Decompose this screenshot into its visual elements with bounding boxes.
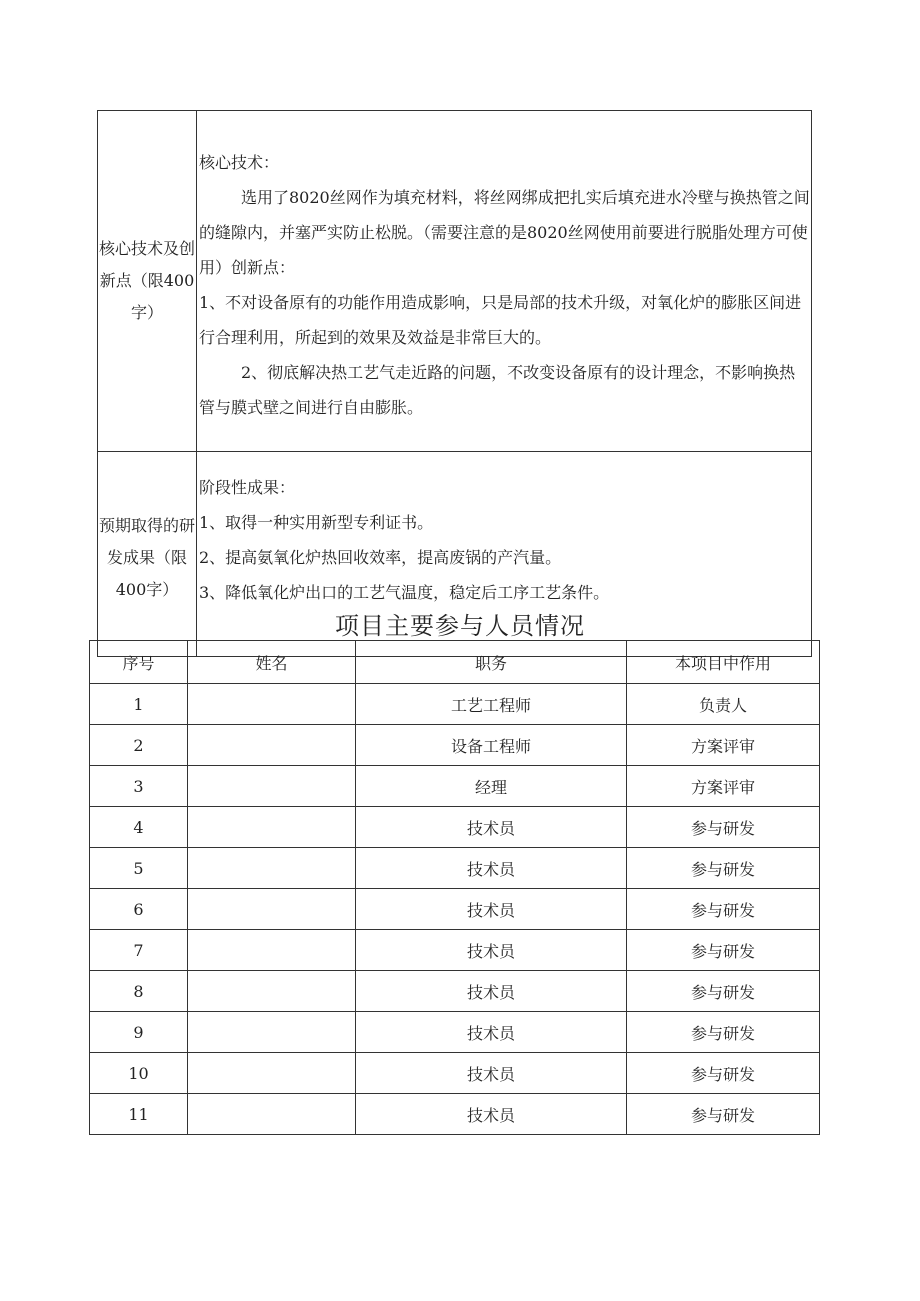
table-row [90,930,820,971]
cell-number: 3 [90,766,188,807]
cell-name [188,848,356,889]
cell-name [188,766,356,807]
cell-name [188,1053,356,1094]
cell-role: 负责人 [627,684,820,725]
cell-name [188,807,356,848]
cell-role: 参与研发 [627,848,820,889]
cell-position: 技术员 [356,1012,627,1053]
members-header-row [90,641,820,684]
header-position: 职务 [356,641,627,684]
cell-number: 8 [90,971,188,1012]
header-number: 序号 [90,641,188,684]
cell-role: 参与研发 [627,971,820,1012]
results-line: 2、提高氨氧化炉热回收效率，提高废锅的产汽量。 [199,548,562,567]
cell-name [188,684,356,725]
header-role: 本项目中作用 [627,641,820,684]
cell-role: 方案评审 [627,766,820,807]
results-label: 预期取得的研发成果（限400字） [98,452,197,657]
cell-number: 11 [90,1094,188,1135]
cell-position: 技术员 [356,848,627,889]
members-title: 项目主要参与人员情况 [335,612,585,640]
innovation-row [98,111,812,452]
cell-role: 参与研发 [627,889,820,930]
results-line: 阶段性成果： [199,478,296,497]
cell-name [188,725,356,766]
cell-position: 技术员 [356,930,627,971]
cell-position: 设备工程师 [356,725,627,766]
cell-number: 4 [90,807,188,848]
table-row [90,766,820,807]
table-row [90,971,820,1012]
innovation-line: 核心技术： [199,153,280,172]
cell-name [188,971,356,1012]
cell-number: 9 [90,1012,188,1053]
table-row [90,1012,820,1053]
cell-number: 2 [90,725,188,766]
cell-name [188,1094,356,1135]
cell-name [188,1012,356,1053]
cell-role: 方案评审 [627,725,820,766]
results-line: 1、取得一种实用新型专利证书。 [199,513,434,532]
project-info-table [97,110,812,657]
cell-position: 技术员 [356,889,627,930]
table-row [90,725,820,766]
table-row [90,848,820,889]
cell-position: 经理 [356,766,627,807]
cell-role: 参与研发 [627,930,820,971]
table-row [90,889,820,930]
table-row [90,1094,820,1135]
innovation-content [197,111,812,452]
cell-number: 10 [90,1053,188,1094]
innovation-line: 2、彻底解决热工艺气走近路的问题，不改变设备原有的设计理念，不影响换热管与膜式壁之间进行自由膨胀。 [199,363,796,417]
cell-name [188,889,356,930]
cell-position: 技术员 [356,971,627,1012]
cell-number: 6 [90,889,188,930]
table-row [90,807,820,848]
results-line: 3、降低氧化炉出口的工艺气温度，稳定后工序工艺条件。 [199,583,610,602]
members-table [89,640,820,1135]
cell-number: 1 [90,684,188,725]
cell-number: 5 [90,848,188,889]
cell-role: 参与研发 [627,1012,820,1053]
members-body [90,684,820,1135]
cell-position: 技术员 [356,1053,627,1094]
cell-name [188,930,356,971]
cell-role: 参与研发 [627,1094,820,1135]
cell-role: 参与研发 [627,1053,820,1094]
cell-number: 7 [90,930,188,971]
cell-position: 工艺工程师 [356,684,627,725]
cell-role: 参与研发 [627,807,820,848]
cell-position: 技术员 [356,1094,627,1135]
innovation-label: 核心技术及创新点（限400字） [98,111,197,452]
cell-position: 技术员 [356,807,627,848]
innovation-line: 1、不对设备原有的功能作用造成影响，只是局部的技术升级，对氧化炉的膨胀区间进行合理利用，所起到的效果及效益是非常巨大的。 [199,293,802,347]
table-row [90,684,820,725]
table-row [90,1053,820,1094]
header-name: 姓名 [188,641,356,684]
innovation-line: 选用了8020丝网作为填充材料，将丝网绑成把扎实后填充进水冷壁与换热管之间的缝隙内，并塞严实防止松脱。（需要注意的是8020丝网使用前要进行脱脂处理方可使用）创新点： [199,188,810,277]
